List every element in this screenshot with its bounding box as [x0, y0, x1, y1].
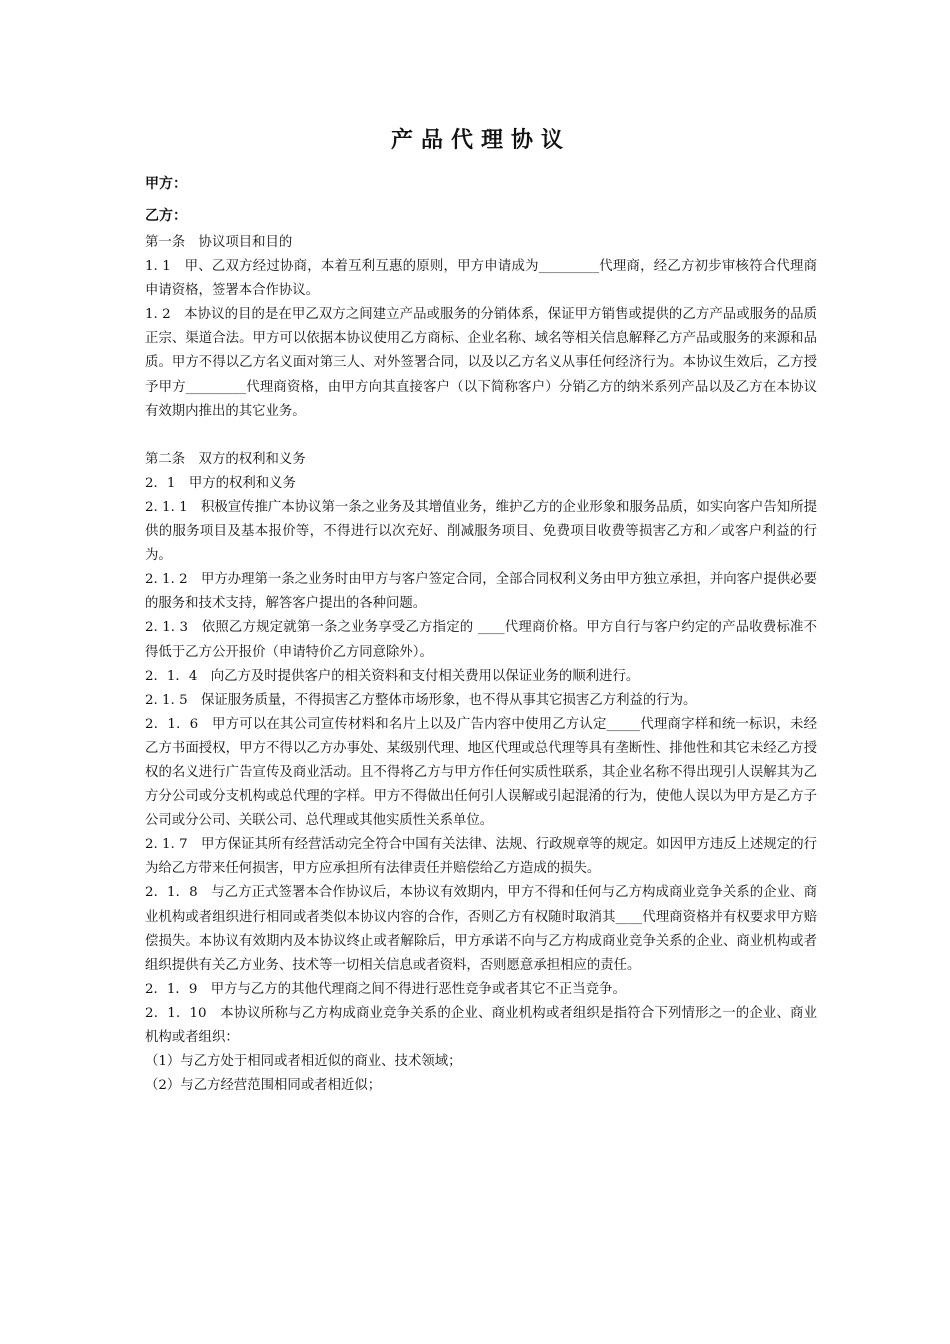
agreement-body — [145, 231, 817, 1098]
party-b-label: 乙方： — [145, 208, 187, 224]
clause-2-1-5: 2. 1. 5 保证服务质量，不得损害乙方整体市场形象，也不得从事其它损害乙方利益的行为。 — [145, 692, 697, 708]
party-a-label: 甲方： — [145, 176, 187, 192]
clause-2-1: 2．1 甲方的权利和义务 — [145, 475, 296, 491]
article-2-heading: 第二条 双方的权利和义务 — [145, 451, 306, 467]
clause-2-1-2: 2. 1. 2 甲方办理第一条之业务时由甲方与客户签定合同，全部合同权利义务由甲方独立承担，并向客户提供必要的服务和技术支持，解答客户提出的各种问题。 — [145, 572, 817, 612]
clause-1-2: 1. 2 本协议的目的是在甲乙双方之间建立产品或服务的分销体系，保证甲方销售或提供的乙方产品或服务的品质正宗、渠道合法。甲方可以依据本协议使用乙方商标、企业名称、域名等相关信息解释乙方产品或服务的来源和品质。甲方不得以乙方名义面对第三人、对外签署合同，以及以乙方名义从事任何经济行为。本协议生效后，乙方授予甲方_________代理商资格，由甲方向其直接客户（以下简称客户）分销乙方的纳米系列产品以及乙方在本协议有效期内推出的其它业务。 — [145, 307, 817, 419]
clause-2-1-3: 2. 1. 3 依照乙方规定就第一条之业务享受乙方指定的 ____代理商价格。甲方自行与客户约定的产品收费标准不得低于乙方公开报价（申请特价乙方同意除外）。 — [145, 620, 817, 660]
clause-2-1-8: 2．1．8 与乙方正式签署本合作协议后，本协议有效期内，甲方不得和任何与乙方构成商业竞争关系的企业、商业机构或者组织进行相同或者类似本协议内容的合作，否则乙方有权随时取消其____代理商资格并有权要求甲方赔偿损失。本协议有效期内及本协议终止或者解除后，甲方承诺不向与乙方构成商业竞争关系的企业、商业机构或者组织提供有关乙方业务、技术等一切相关信息或者资料，否则愿意承担相应的责任。 — [145, 885, 817, 973]
clause-2-1-4: 2．1．4 向乙方及时提供客户的相关资料和支付相关费用以保证业务的顺利进行。 — [145, 668, 640, 684]
clause-2-1-9: 2．1．9 甲方与乙方的其他代理商之间不得进行恶性竞争或者其它不正当竞争。 — [145, 981, 626, 997]
article-1-heading: 第一条 协议项目和目的 — [145, 235, 293, 250]
clause-2-1-6: 2．1．6 甲方可以在其公司宣传材料和名片上以及广告内容中使用乙方认定_____代理商字样和统一标识，未经乙方书面授权，甲方不得以乙方办事处、某级别代理、地区代理或总代理等具有垄断性、排他性和其它未经乙方授权的名义进行广告宣传及商业活动。且不得将乙方与甲方作任何实质性联系，其企业名称不得出现引人误解其为乙方分公司或分支机构或总代理的字样。甲方不得做出任何引人误解或引起混淆的行为，使他人误以为甲方是乙方子公司或分公司、关联公司、总代理或其他实质性关系单位。 — [145, 716, 817, 829]
list-item-1: （1）与乙方处于相同或者相近似的商业、技术领域； — [145, 1054, 462, 1070]
clause-1-1: 1. 1 甲、乙双方经过协商，本着互利互惠的原则，甲方申请成为_________代理商，经乙方初步审核符合代理商申请资格，签署本合作协议。 — [145, 259, 817, 299]
clause-2-1-1: 2. 1. 1 积极宣传推广本协议第一条之业务及其增值业务，维护乙方的企业形象和服务品质，如实向客户告知所提供的服务项目及基本报价等，不得进行以次充好、削减服务项目、免费项目收费等损害乙方和／或客户利益的行为。 — [145, 499, 817, 564]
list-item-2: （2）与乙方经营范围相同或者相近似； — [145, 1078, 382, 1094]
clause-2-1-7: 2. 1. 7 甲方保证其所有经营活动完全符合中国有关法律、法规、行政规章等的规定。如因甲方违反上述规定的行为给乙方带来任何损害，甲方应承担所有法律责任并赔偿给乙方造成的损失。 — [145, 837, 817, 877]
clause-2-1-10: 2．1．10 本协议所称与乙方构成商业竞争关系的企业、商业机构或者组织是指符合下列情形之一的企业、商业机构或者组织： — [145, 1005, 817, 1045]
document-title: 产品代理协议 — [390, 128, 571, 153]
blank-line — [145, 424, 817, 448]
